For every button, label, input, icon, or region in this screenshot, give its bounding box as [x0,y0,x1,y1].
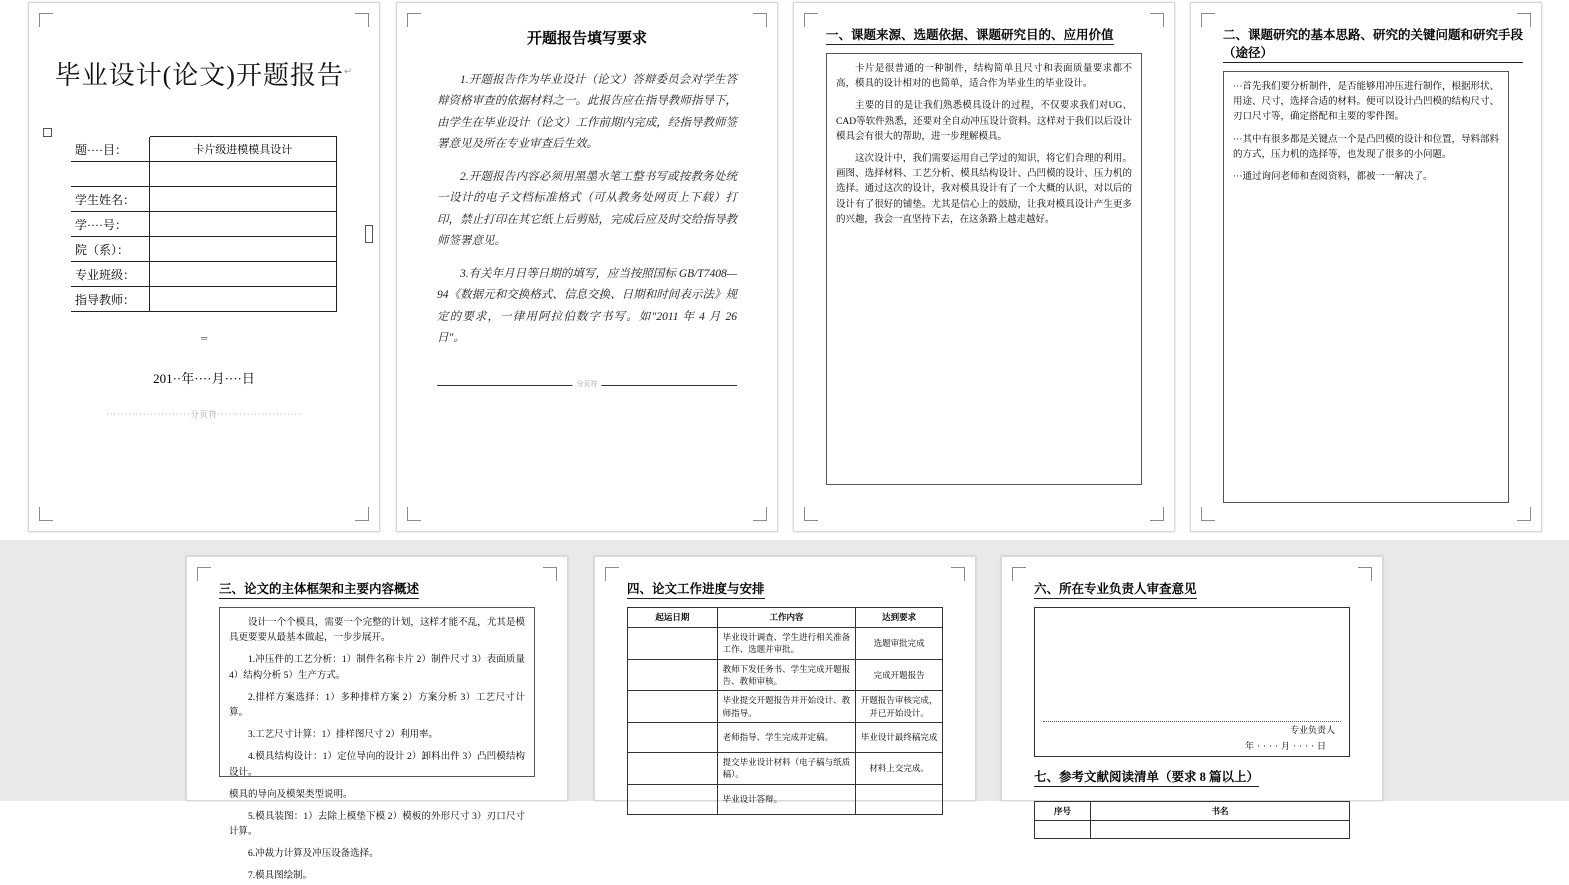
paragraph: 7.模具图绘制。 [248,871,313,882]
cell-work[interactable]: 教师下发任务书、学生完成开题报告、教师审核。 [717,659,856,691]
paragraph: 主要的目的是让我们熟悉模具设计的过程，不仅要求我们对UG、CAD等软件熟悉，还要对全自动冲压设计资料。这样对于我们以后设计模具会有很大的帮助，进一步理解模具。 [836,101,1132,142]
signature-label: 专业负责人 [1289,725,1335,735]
section-heading: 四、论文工作进度与安排 [627,579,765,599]
document-page-5[interactable] [186,556,568,882]
pilcrow-mark: ↵ [343,66,354,78]
document-page-3[interactable] [793,2,1175,532]
field-value[interactable] [149,162,337,187]
cell-date[interactable] [628,659,718,691]
section-heading-review: 六、所在专业负责人审查意见 [1034,579,1197,599]
cell-requirement[interactable]: 完成开题报告 [856,659,943,691]
paragraph: 这次设计中，我们需要运用自己学过的知识，将它们合理的利用。画图、选择材料、工艺分析、模具结构设计、凸凹模的设计、压力机的选择。通过这次的设计，我对模具设计有了一个大概的认识，对以后的设计有了很好的铺垫。尤其是信心上的鼓励，让我对模具设计产生更多的兴趣，我会一直坚持下去，在这条路上越走越好。 [836,153,1132,225]
document-page-2[interactable] [396,2,778,532]
page-break-marker: ·······················分页符······················· [106,410,302,419]
cell-date[interactable] [628,784,718,814]
cell-work[interactable]: 毕业设计答辩。 [717,784,856,814]
page-title-text: 毕业设计(论文)开题报告 [54,61,344,90]
table-row [1035,821,1350,839]
table-row [71,262,337,287]
page-break-label: 分页符 [573,379,602,389]
field-label: 院（系）： [71,237,149,262]
table-row [628,722,943,752]
paragraph: 3.工艺尺寸计算：1）排样图尺寸 2）利用率。 [248,730,439,741]
table-row [628,784,943,814]
table-row [71,287,337,312]
field-value[interactable] [149,212,337,237]
table-row [628,752,943,784]
field-label: 学····号： [71,212,149,237]
column-header-booktitle: 书名 [1091,802,1350,821]
table-collapse-marker[interactable]: ═ [201,333,208,343]
signature-date: 年····月····日 [1245,741,1329,751]
table-header-row [1035,802,1350,821]
schedule-table[interactable] [627,607,943,815]
cell-date[interactable] [628,752,718,784]
table-move-handle[interactable] [43,128,52,137]
paragraph: 4.模具结构设计：1）定位导向的设计 2）卸料出件 3）凸凹模结构设计。 [229,752,525,778]
document-page-7[interactable] [1001,556,1383,816]
section-heading-references: 七、参考文献阅读清单（要求 8 篇以上） [1034,767,1259,787]
field-value[interactable] [149,237,337,262]
section-content-box[interactable] [826,53,1142,485]
paragraph: 2.开题报告内容必须用黑墨水笔工整书写或按教务处统一设计的电子文档标准格式（可从教务处网页上下载）打印，禁止打印在其它纸上后剪贴，完成后应及时交给指导教师签署意见。 [437,171,737,247]
cell-index[interactable] [1035,821,1091,839]
paragraph: 1.开题报告作为毕业设计（论文）答辩委员会对学生答辩资格审查的依据材料之一。此报告应在指导教师指导下，由学生在毕业设计（论文）工作前期内完成，经指导教师签署意见及所在专业审查后生效。 [437,74,737,150]
column-header-requirement: 达到要求 [856,608,943,628]
section-content-box[interactable] [1223,71,1509,503]
reference-table[interactable] [1034,801,1350,839]
paragraph: 3.有关年月日等日期的填写，应当按照国标 GB/T7408—94《数据元和交换格式、信息交换、日期和时间表示法》规定的要求，一律用阿拉伯数字书写。如"2011 年 4 月 26 日"。 [437,268,737,344]
document-page-6[interactable] [594,556,976,804]
document-page-4[interactable] [1190,2,1542,532]
page-title [47,55,361,92]
requirements-body [415,70,759,349]
paragraph: ···通过询问老师和查阅资料，都被一一解决了。 [1233,171,1433,182]
table-resize-handle[interactable] [365,225,373,243]
field-value[interactable]: 卡片级进模模具设计 [149,137,337,162]
field-value[interactable] [149,262,337,287]
table-row [71,237,337,262]
cell-date[interactable] [628,691,718,723]
cell-requirement[interactable]: 开题报告审核完成，并已开始设计。 [856,691,943,723]
field-label: 题····目： [71,137,149,162]
paragraph: 1.冲压件的工艺分析：1）制件名称卡片 2）制件尺寸 3）表面质量 4）结构分析 5）生产方式。 [229,655,525,681]
section-heading: 一、课题来源、选题依据、课题研究目的、应用价值 [826,25,1114,45]
cell-requirement[interactable]: 材料上交完成。 [856,752,943,784]
paragraph: 设计一个个模具，需要一个完整的计划，这样才能不乱，尤其是模具更要要从最基本做起，一步步展开。 [229,618,525,644]
table-row [628,691,943,723]
column-header-date: 起运日期 [628,608,718,628]
paragraph: 5.模具装图：1）去除上模垫下模 2）模板的外形尺寸 3）刃口尺寸计算。 [229,811,525,838]
field-value[interactable] [149,287,337,312]
table-row [71,162,337,187]
section-heading: 二、课题研究的基本思路、研究的关键问题和研究手段（途径） [1223,25,1523,63]
column-header-index: 序号 [1035,802,1091,821]
table-row [71,212,337,237]
table-row [71,187,337,212]
field-label [71,162,149,187]
paragraph: 6.冲裁力计算及冲压设备选择。 [248,849,379,860]
table-header-row [628,608,943,628]
cell-work[interactable]: 毕业提交开题报告并开始设计、教师指导。 [717,691,856,723]
field-label: 指导教师： [71,287,149,312]
cell-requirement[interactable] [856,784,943,814]
section-heading: 三、论文的主体框架和主要内容概述 [219,579,419,599]
column-header-work: 工作内容 [717,608,856,628]
section-content-box[interactable] [219,607,535,882]
paragraph: 卡片是很普通的一种制件，结构简单且尺寸和表面质量要求都不高，模具的设计相对的也简单，适合作为毕业生的毕业设计。 [836,64,1132,90]
cover-field-table [71,136,337,312]
table-row [628,659,943,691]
cell-date[interactable] [628,628,718,660]
field-label: 学生姓名： [71,187,149,212]
document-page-1[interactable] [28,2,380,532]
paragraph: 模具的导向及模架类型说明。 [229,789,353,800]
paragraph: ···其中有很多都是关键点一个是凸凹模的设计和位置，导料部料的方式，压力机的选择等，也发现了很多的小问题。 [1233,134,1499,160]
field-label: 专业班级： [71,262,149,287]
table-row [628,628,943,660]
cell-requirement[interactable]: 毕业设计最终稿完成 [856,722,943,752]
cell-work[interactable]: 老师指导、学生完成并定稿。 [717,722,856,752]
cell-booktitle[interactable] [1091,821,1350,839]
cell-requirement[interactable]: 选题审批完成 [856,628,943,660]
field-value[interactable] [149,187,337,212]
paragraph: 2.排样方案选择：1）多种排样方案 2）方案分析 3）工艺尺寸计算。 [229,692,525,718]
review-signature-box[interactable] [1034,607,1350,757]
cell-work[interactable]: 毕业设计调查、学生进行相关准备工作、选题并审批。 [717,628,856,660]
paragraph: ···首先我们要分析制件，是否能够用冲压进行制作，根据形状、用途、尺寸，选择合适的材料。便可以设计凸凹模的结构尺寸、刃口尺寸等，确定搭配和主要的零件图。 [1233,82,1500,123]
signature-dotted-line [1043,721,1341,722]
requirements-title: 开题报告填写要求 [526,31,647,47]
cover-date-line: 201··年····月····日 [153,371,255,386]
cell-work[interactable]: 提交毕业设计材料（电子稿与纸质稿）。 [717,752,856,784]
page-break-rule [437,380,737,389]
table-row [71,137,337,162]
cell-date[interactable] [628,722,718,752]
